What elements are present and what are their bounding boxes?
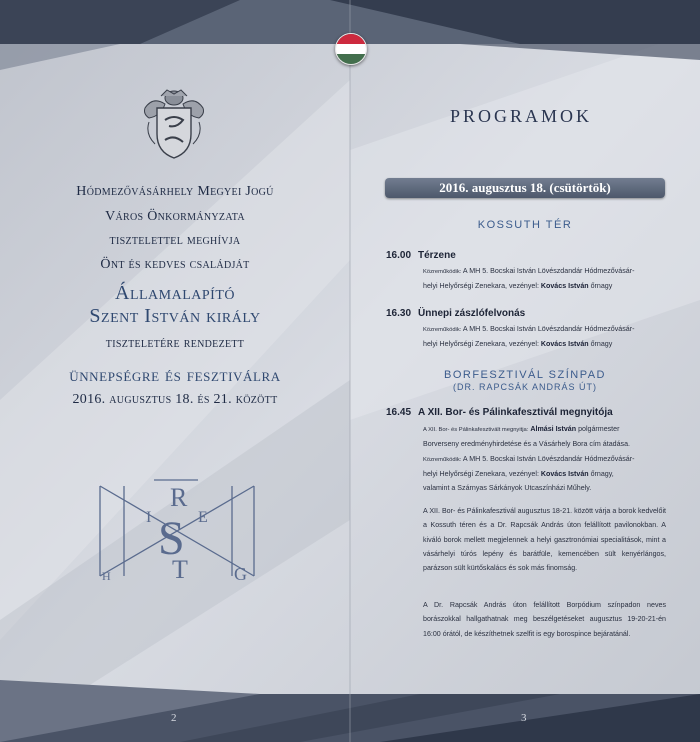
program-description <box>423 422 666 495</box>
desc-line: Közreműködik: A MH 5. Bocskai István Lövészdandár Hódmezővásár- <box>423 325 635 333</box>
invitation-line-1: Hódmezővásárhely Megyei Jogú <box>76 184 274 199</box>
program-title: A XII. Bor- és Pálinkafesztivál megnyitója <box>418 407 613 418</box>
monogram-letter-r: R <box>170 483 188 512</box>
monogram-letter-g: G <box>234 564 247 584</box>
honoree-line-1: Államalapító <box>115 282 235 304</box>
desc-line: Közreműködik: A MH 5. Bocskai István Lövészdandár Hódmezővásár- <box>423 267 635 275</box>
date-bar: 2016. augusztus 18. (csütörtök) <box>385 178 665 198</box>
desc-line: Közreműködik: A MH 5. Bocskai István Lövészdandár Hódmezővásár- <box>423 454 635 463</box>
page-number-right: 3 <box>521 712 527 724</box>
program-item <box>386 308 525 319</box>
desc-line: helyi Helyőrségi Zenekara, vezényel: Kovács István őrnagy <box>423 340 613 349</box>
desc-line: valamint a Szárnyas Sárkányok Utcaszínházi Műhely. <box>423 484 592 493</box>
monogram-letter-s: S <box>158 512 185 565</box>
program-description <box>423 264 666 294</box>
in-honor-line: tiszteletére rendezett <box>105 336 245 351</box>
coat-of-arms-icon <box>141 86 207 162</box>
hungarian-flag-icon <box>335 33 367 65</box>
program-item <box>386 407 613 418</box>
desc-line: A XII. Bor- és Pálinkafesztivált megnyitja: Almási István polgármester <box>423 425 620 433</box>
monogram-letter-t: T <box>172 555 188 584</box>
monogram-letter-i: I <box>146 509 152 526</box>
invitation-line-3: tisztelettel meghívja <box>109 233 241 248</box>
venue-borfesztival-address: (DR. RAPCSÁK ANDRÁS ÚT) <box>452 382 598 392</box>
hs-monogram-icon <box>94 476 260 588</box>
desc-line: helyi Helyőrségi Zenekara, vezényel: Kovács István őrnagy <box>423 282 613 291</box>
invitation-line-2: Város Önkormányzata <box>105 209 245 224</box>
program-time: 16.45 <box>386 407 412 418</box>
program-description <box>423 322 666 352</box>
venue-kossuth: KOSSUTH TÉR <box>477 219 573 231</box>
festival-paragraph-2: A Dr. Rapcsák András úton felállított Borpódium színpadon neves borászokkal hallgathatnak meg beszélgetéseket augusztus 19-20-21-én 16:00 órától, de készíthetnek szelfit is egy borospince bejáratánál. <box>423 601 666 638</box>
event-dates: 2016. augusztus 18. és 21. között <box>72 392 278 407</box>
page-number-left: 2 <box>171 712 177 724</box>
event-title: ünnepségre és fesztiválra <box>69 365 281 386</box>
festival-paragraph-1: A XII. Bor- és Pálinkafesztivál augusztus 18-21. között várja a borok kedvelőit a Kossuth téren és a Dr. Rapcsák András úton felállított pavilonokban. A kiváló borok mellett megjelennek a helyi gasztronómiai specialitások, mint a vásárhelyi túrós lepény és barátfüle, kemencében sült kenyérlángos, parázson sült kürtőskalács és sok más finomság. <box>423 507 666 573</box>
program-title: Ünnepi zászlófelvonás <box>418 308 526 319</box>
program-time: 16.30 <box>386 308 412 319</box>
program-title: Térzene <box>418 250 456 261</box>
programs-title: PROGRAMOK <box>450 106 593 126</box>
invitation-line-4: Önt és kedves családját <box>100 257 250 272</box>
honoree-line-2: Szent István király <box>89 305 261 327</box>
desc-line: helyi Helyőrségi Zenekara, vezényel: Kovács István őrnagy, <box>423 469 614 478</box>
venue-borfesztival: BORFESZTIVÁL SZÍNPAD <box>443 369 607 381</box>
program-time: 16.00 <box>386 250 412 261</box>
program-item <box>386 250 456 261</box>
desc-line: Borverseny eredményhirdetése és a Vásárhely Bora cím átadása. <box>423 440 631 449</box>
monogram-letter-h: H <box>102 569 111 583</box>
monogram-letter-e: E <box>198 509 208 526</box>
